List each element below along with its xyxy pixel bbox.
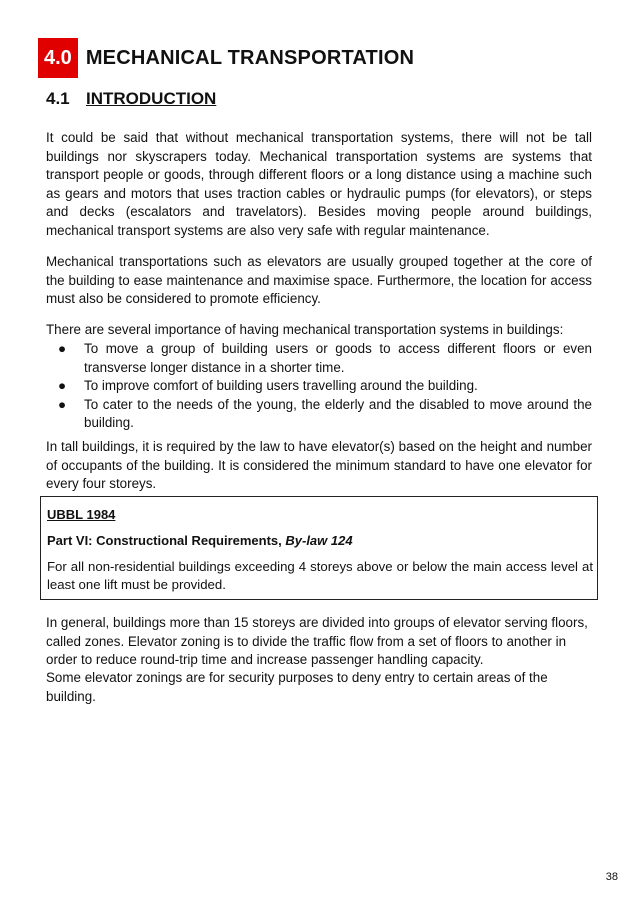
section-heading [46,89,216,109]
paragraph-security: Some elevator zonings are for security purposes to deny entry to certain areas of the building. [46,670,548,704]
importance-list [46,340,592,433]
paragraph-grouping: Mechanical transportations such as elevators are usually grouped together at the core of the building to ease maintenance and maximise space. Furthermore, the location for access must also be considered to promote efficiency. [46,254,592,307]
list-item [46,396,592,433]
paragraph-zoning: In general, buildings more than 15 storeys are divided into groups of elevator serving floors, called zones. Elevator zoning is to divide the traffic flow from a set of floors to another in order to reduce round-trip time and increase passenger handling capacity. [46,615,588,668]
page-number: 38 [605,871,618,883]
ubbl-callout-box [40,496,598,600]
paragraph-law: In tall buildings, it is required by the law to have elevator(s) based on the height and number of occupants of the building. It is considered the minimum standard to have one elevator for every four storeys. [46,439,592,492]
bullet-icon: ● [58,378,67,394]
bullet-icon: ● [58,396,67,412]
ubbl-part-heading [47,533,353,548]
list-item [46,340,592,377]
section-number: 4.1 [46,89,70,108]
ubbl-text: For all non-residential buildings exceeding 4 storeys above or below the main access level at least one lift must be provided. [47,559,593,593]
list-item-text: To improve comfort of building users travelling around the building. [84,378,478,394]
chapter-number-badge: 4.0 [38,38,78,78]
ubbl-title: UBBL 1984 [47,507,116,522]
list-item-text: To cater to the needs of the young, the elderly and the disabled to move around the building. [84,396,592,431]
chapter-heading [38,38,414,78]
list-item-text: To move a group of building users or goods to access different floors or even transverse longer distance in a shorter time. [84,341,592,375]
chapter-title: MECHANICAL TRANSPORTATION [85,46,415,69]
bullet-icon: ● [58,341,67,356]
paragraph-importance: There are several importance of having mechanical transportation systems in buildings: [46,322,564,337]
list-item [46,377,592,396]
section-title: INTRODUCTION [86,89,217,108]
ubbl-bylaw: By-law 124 [285,533,353,548]
ubbl-part-label: Part VI: Constructional Requirements, [47,533,286,548]
paragraph-intro: It could be said that without mechanical transportation systems, there will not be tall buildings nor skyscrapers today. Mechanical transportation systems are systems that transport people or goods, through different floors or a long distance using a machine such as gears and motors that uses traction cables or hydraulic pumps (for elevators), or steps and decks (escalators and travelators). Besides moving people around buildings, mechanical transport systems are also very safe with regular maintenance. [46,130,592,238]
